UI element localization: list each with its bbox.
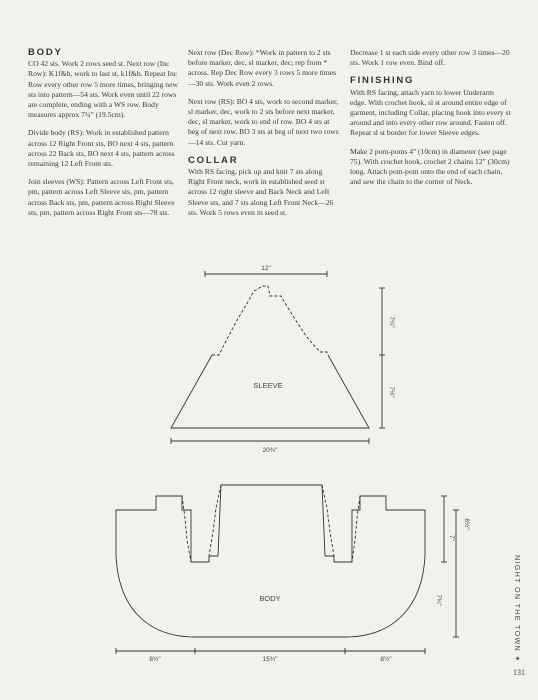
sleeve-decrease-paragraph: Decrease 1 st each side every other row 3 times—20 sts. Work 1 row even. Bind off. xyxy=(350,48,510,68)
body-total-height-label: 7" xyxy=(448,535,455,541)
body-upper-height-label: 8½" xyxy=(463,518,470,530)
chapter-title: NIGHT ON THE TOWN ✶ xyxy=(513,555,522,663)
sleeve-lower-height-label: 7½" xyxy=(388,386,395,398)
divide-body-paragraph: Divide body (RS): Work in established pattern across 12 Right Front sts, BO next 4 sts, pattern across 22 Back sts, BO next 4 sts, pattern across remaining 12 Left Front sts. xyxy=(28,128,175,169)
sleeve-top-width-label: 12" xyxy=(261,265,271,272)
collar-paragraph: With RS facing, pick up and knit 7 sts along Right Front neck, work in established seed st across 12 right sleeve and Back Neck and Left Sleeve sts, and 7 sts along Left Front Neck—26 sts. Work 5 rows even in seed st. xyxy=(188,167,334,217)
body-heading: BODY xyxy=(28,47,63,58)
body-label: BODY xyxy=(259,594,281,603)
sleeve-raglan-outline xyxy=(212,286,328,355)
collar-heading: COLLAR xyxy=(188,154,239,166)
body-center-width-label: 15¾" xyxy=(262,656,278,663)
body-left-raglan xyxy=(182,496,191,562)
body-lower-height-label: 7¾" xyxy=(435,594,442,606)
sleeve-outline xyxy=(171,355,369,428)
page-number: 131 xyxy=(513,668,525,677)
body-outline xyxy=(116,485,425,637)
body-right-width-label: 8½" xyxy=(380,656,392,663)
body-right-raglan xyxy=(352,496,360,562)
body-left-width-label: 8½" xyxy=(149,656,161,663)
join-sleeves-paragraph: Join sleeves (WS): Pattern across Left Front sts, pm, pattern across Left Sleeve sts, pm, pattern across Back sts, pm, pattern across Right Sleeve sts, pm, pattern across Right Front sts—78 sts. xyxy=(28,177,175,217)
dec-row-paragraph: Next row (Dec Row): *Work in pattern to 2 sts before marker, dec, sl marker, dec; rep from * across. Rep Dec Row every 3 rows 5 more times—30 sts. Work even 2 rows. xyxy=(188,48,337,88)
pom-pom-paragraph: Make 2 pom-poms 4" (10cm) in diameter (see page 75). With crochet hook, crochet 2 chains 12" (30cm) long. Attach pom-pom onto the end of each chain, and sew the chain to the corner of Neck. xyxy=(350,146,510,187)
body-paragraph: CO 42 sts. Work 2 rows seed st. Next row (Inc Row): K1f&b, work to last st, k1f&b. Repeat Inc Row every other row 5 more times, bringing new sts into pattern—54 sts. Work even until 22 rows are complete, ending with a WS row. Body measures approx 7¾" (19.5cm). xyxy=(28,59,178,120)
finishing-paragraph: With RS facing, attach yarn to lower Underarm edge. With crochet hook, sl st around entire edge of garment, including Collar, placing hook into every st around and into every other row around. Fasten off. Repeat sl st border for lower Sleeve edges. xyxy=(350,87,511,138)
sleeve-bottom-width-label: 20¾" xyxy=(262,447,278,454)
bind-off-paragraph: Next row (RS): BO 4 sts, work to second marker, sl marker, dec, work to 2 sts before next marker, dec, sl marker, work to end of row. BO 4 sts at beg of next row. BO 3 sts at beg of next two rows—14 sts. Cut yarn. xyxy=(188,96,339,147)
sleeve-label: SLEEVE xyxy=(253,381,283,390)
sleeve-diagram xyxy=(171,271,385,444)
chapter-sidebar xyxy=(511,555,523,685)
sleeve-upper-height-label: 7¼" xyxy=(388,316,395,328)
body-diagram xyxy=(116,485,459,654)
finishing-heading: FINISHING xyxy=(350,75,415,87)
